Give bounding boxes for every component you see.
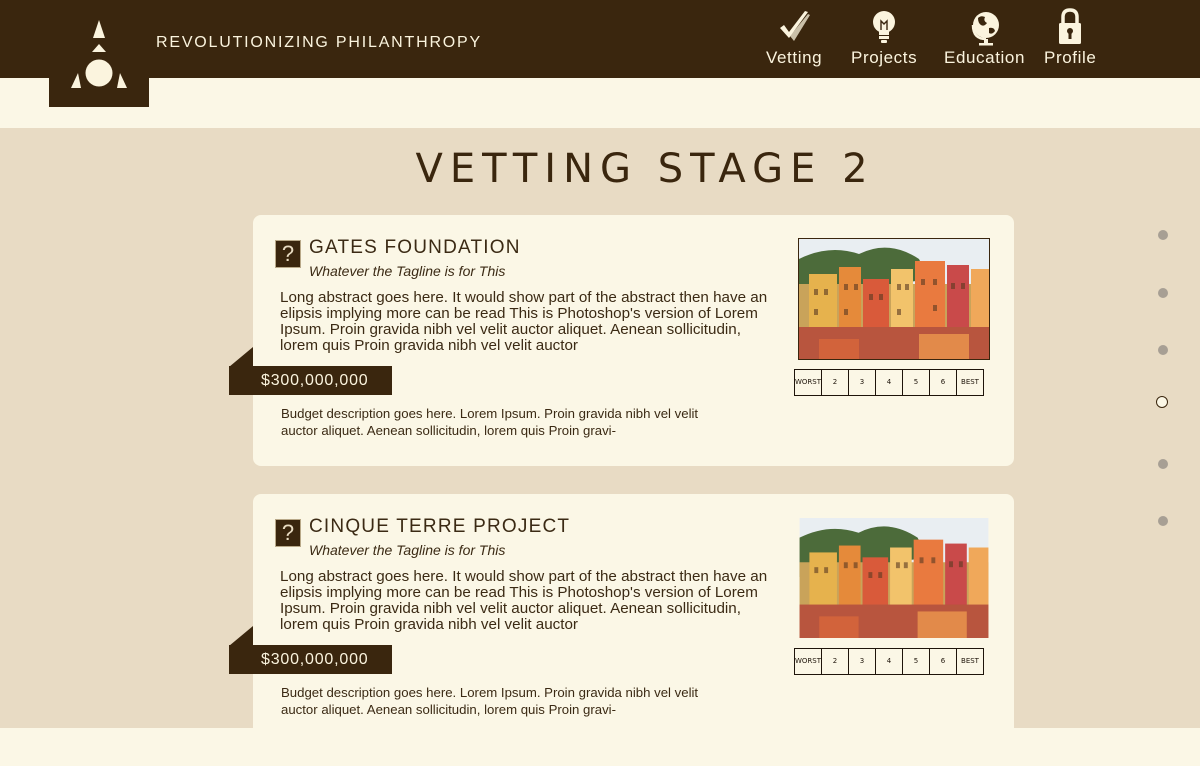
rating-3[interactable]: 3: [848, 648, 876, 675]
project-photo: [799, 518, 989, 638]
card-abstract: Long abstract goes here. It would show part of the abstract then have an elipsis implying more can be read This is Photoshop's version of Lorem Ipsum. Proin gravida nibh vel velit auctor aliquet. Aenean sollicitudin, lorem quis Proin gravida nibh vel velit auctor: [280, 568, 768, 633]
logo[interactable]: [49, 0, 149, 107]
rating-4[interactable]: 4: [875, 369, 903, 396]
project-card[interactable]: [253, 494, 1014, 728]
rating-best[interactable]: BEST: [956, 369, 984, 396]
card-tagline: Whatever the Tagline is for This: [309, 263, 506, 279]
rating-best[interactable]: BEST: [956, 648, 984, 675]
rating-6[interactable]: 6: [929, 648, 957, 675]
rating-scale[interactable]: [794, 648, 984, 675]
rating-6[interactable]: 6: [929, 369, 957, 396]
amount-ribbon-fold: [229, 626, 253, 646]
nav-profile-label: Profile: [1044, 48, 1097, 67]
nav-profile[interactable]: [1044, 8, 1096, 68]
budget-description: Budget description goes here. Lorem Ipsum. Proin gravida nibh vel velit auctor aliquet. Aenean sollicitudin, lorem quis Proin gravi-: [281, 406, 699, 438]
rating-2[interactable]: 2: [821, 369, 849, 396]
checkmark-icon: [774, 8, 814, 46]
rating-2[interactable]: 2: [821, 648, 849, 675]
funding-amount: $300,000,000: [229, 366, 392, 395]
page-title: VETTING STAGE 2: [415, 146, 875, 192]
card-tagline: Whatever the Tagline is for This: [309, 542, 506, 558]
nav-education[interactable]: [944, 8, 1025, 68]
project-card[interactable]: [253, 215, 1014, 466]
page-dot[interactable]: [1158, 230, 1168, 240]
rating-scale[interactable]: [794, 369, 984, 396]
page-dot[interactable]: [1158, 459, 1168, 469]
amount-ribbon-fold: [229, 347, 253, 367]
site-tagline: REVOLUTIONIZING PHILANTHROPY: [156, 34, 482, 51]
card-title[interactable]: CINQUE TERRE PROJECT: [309, 516, 571, 537]
page-dot-active[interactable]: [1156, 396, 1168, 408]
page-dot[interactable]: [1158, 516, 1168, 526]
card-title[interactable]: GATES FOUNDATION: [309, 237, 521, 258]
nav-vetting[interactable]: [766, 8, 822, 68]
padlock-icon: [1050, 8, 1090, 46]
rating-4[interactable]: 4: [875, 648, 903, 675]
nav-vetting-label: Vetting: [766, 48, 823, 67]
rating-worst[interactable]: WORST: [794, 648, 822, 675]
rating-5[interactable]: 5: [902, 648, 930, 675]
globe-icon: [965, 8, 1005, 46]
budget-description: Budget description goes here. Lorem Ipsum. Proin gravida nibh vel velit auctor aliquet. Aenean sollicitudin, lorem quis Proin gravi-: [281, 685, 699, 717]
logo-mark-icon: [49, 0, 149, 107]
footer-band: [0, 728, 1200, 766]
nav-projects-label: Projects: [851, 48, 918, 67]
funding-amount: $300,000,000: [229, 645, 392, 674]
question-mark-icon[interactable]: ?: [275, 519, 301, 547]
rating-worst[interactable]: WORST: [794, 369, 822, 396]
question-mark-icon[interactable]: ?: [275, 240, 301, 268]
nav-projects[interactable]: [851, 8, 917, 68]
rating-5[interactable]: 5: [902, 369, 930, 396]
page-dot[interactable]: [1158, 345, 1168, 355]
project-photo: [798, 238, 990, 360]
page-dot[interactable]: [1158, 288, 1168, 298]
nav-education-label: Education: [944, 48, 1026, 67]
card-abstract: Long abstract goes here. It would show part of the abstract then have an elipsis implying more can be read This is Photoshop's version of Lorem Ipsum. Proin gravida nibh vel velit auctor aliquet. Aenean sollicitudin, lorem quis Proin gravida nibh vel velit auctor: [280, 289, 768, 354]
rating-3[interactable]: 3: [848, 369, 876, 396]
lightbulb-icon: [864, 8, 904, 46]
